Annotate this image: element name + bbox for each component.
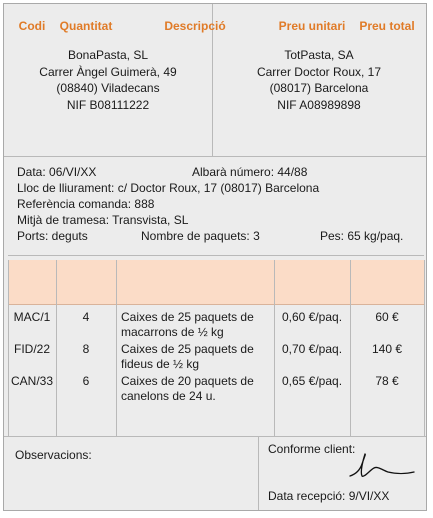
seller-city: (08840) Viladecans (56, 81, 160, 95)
table-top-line (8, 255, 424, 256)
row-quantitat: 4 (82, 310, 90, 324)
shipping-costs: Ports: deguts (17, 229, 88, 243)
header-preu-total: Preu total (359, 18, 415, 33)
delivery-note (3, 3, 427, 511)
row-preu-unitari: 0,65 €/paq. (281, 374, 343, 388)
row-descripcio: fideus de ½ kg (121, 357, 200, 371)
row-quantitat: 8 (82, 342, 90, 356)
footer-divider (258, 436, 259, 510)
row-descripcio: Caixes de 25 paquets de (121, 342, 254, 356)
buyer-nif: NIF A08989898 (277, 97, 361, 112)
client-approval-label: Conforme client: (268, 442, 356, 456)
col-sep (116, 260, 117, 436)
seller-street: Carrer Àngel Guimerà, 49 (39, 64, 177, 79)
row-preu-unitari: 0,70 €/paq. (281, 342, 343, 356)
table-right-line (424, 260, 425, 436)
buyer-name: TotPasta, SA (284, 48, 354, 62)
observations-label: Observacions: (15, 448, 92, 462)
parties-bottom-line (4, 156, 426, 157)
row-preu-total: 140 € (371, 342, 403, 356)
delivery-place: Lloc de lliurament: c/ Doctor Roux, 17 (08017) Barcelona (17, 181, 320, 195)
header-quantitat: Quantitat (59, 18, 113, 33)
client-signature (348, 446, 418, 482)
header-preu-unitari: Preu unitari (278, 18, 346, 33)
row-preu-unitari: 0,60 €/paq. (281, 310, 343, 324)
row-quantitat: 6 (82, 374, 90, 388)
table-bottom-line (4, 436, 426, 437)
package-weight: Pes: 65 kg/paq. (320, 229, 404, 243)
buyer-street: Carrer Doctor Roux, 17 (256, 64, 382, 79)
row-descripcio: canelons de 24 u. (121, 389, 216, 403)
row-descripcio: Caixes de 20 paquets de (121, 374, 254, 388)
table-header (8, 260, 424, 305)
albara-number: Albarà número: 44/88 (192, 165, 308, 179)
date-field: Data: 06/VI/XX (17, 165, 97, 179)
row-codi: MAC/1 (13, 310, 51, 324)
header-descripcio: Descripció (164, 18, 226, 33)
reception-date: Data recepció: 9/VI/XX (268, 489, 390, 503)
row-preu-total: 78 € (375, 374, 399, 388)
shipping-method: Mitjà de tramesa: Transvista, SL (17, 213, 189, 227)
row-preu-total: 60 € (375, 310, 399, 324)
seller-name: BonaPasta, SL (67, 48, 149, 62)
row-descripcio: Caixes de 25 paquets de (121, 310, 254, 324)
seller-nif: NIF B08111222 (66, 97, 150, 112)
row-codi: FID/22 (13, 342, 50, 356)
order-reference: Referència comanda: 888 (17, 197, 155, 211)
row-descripcio: macarrons de ½ kg (121, 325, 224, 339)
header-codi: Codi (18, 18, 46, 33)
row-codi: CAN/33 (10, 374, 54, 388)
package-count: Nombre de paquets: 3 (141, 229, 260, 243)
buyer-city: (08017) Barcelona (269, 81, 369, 95)
